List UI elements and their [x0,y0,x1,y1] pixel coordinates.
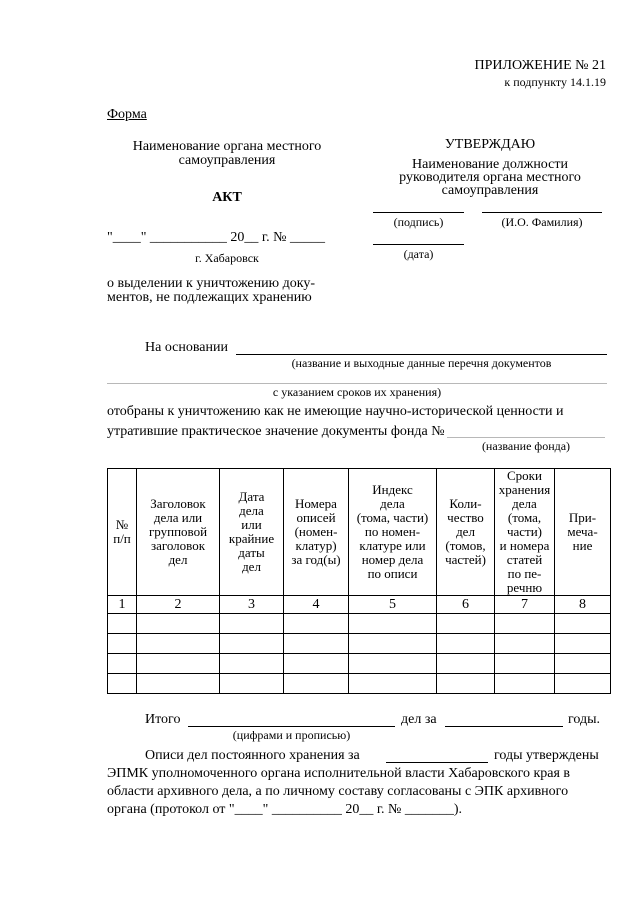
signature-hint: (подпись) [393,215,444,229]
table-cell [555,614,611,634]
table-cell [437,654,495,674]
header-case-title: Заголовок дела или групповой заголовок дел [137,469,220,596]
approval-date-hint: (дата) [403,247,434,261]
table-cell [495,634,555,654]
total-count-line [188,726,395,727]
act-title: АКТ [212,190,242,205]
total-years: годы. [568,712,601,727]
basis-lead: На основании [145,340,228,355]
act-city: г. Хабаровск [195,251,259,265]
column-number: 8 [555,596,611,614]
header-notes: При- меча- ние [555,469,611,596]
basis-line-2 [107,383,607,384]
table-header-row [108,469,611,596]
table-cell [437,634,495,654]
paragraph-line-4: органа (протокол от "____" __________ 20__ г. № _______). [107,802,463,817]
table-cell [349,674,437,694]
table-cell [284,654,349,674]
column-number: 4 [284,596,349,614]
table-cell [137,614,220,634]
table-cell [137,674,220,694]
table-cell [220,674,284,694]
table-cell [220,654,284,674]
paragraph-line-1a: Описи дел постоянного хранения за [145,748,360,763]
table-cell [284,614,349,634]
inventory-table [107,468,611,694]
table-cell [220,614,284,634]
table-row [108,654,611,674]
header-case-index: Индекс дела (тома, части) по номен- клатуре или номер дела по описи [349,469,437,596]
table-cell [437,614,495,634]
org-name: Наименование органа местного самоуправления [132,139,322,168]
header-retention-terms: Сроки хранения дела (тома, части) и номера статей по пе- речню [495,469,555,596]
header-inventory-numbers: Номера описей (номен- клатур) за год(ы) [284,469,349,596]
fund-hint: (название фонда) [481,439,571,453]
table-cell [555,654,611,674]
selection-line-1: отобраны к уничтожению как не имеющие научно-исторической ценности и [107,404,564,419]
table-cell [108,634,137,654]
table-cell [108,674,137,694]
paragraph-line-2: ЭПМК уполномоченного органа исполнительной власти Хабаровского края в [107,766,571,781]
signature-line [373,212,464,213]
table-cell [108,614,137,634]
table-cell [349,654,437,674]
table-cell [495,674,555,694]
appendix-subclause: к подпункту 14.1.19 [504,75,606,89]
table-row [108,614,611,634]
table-cell [437,674,495,694]
total-years-line [445,726,563,727]
header-number: № п/п [108,469,137,596]
basis-hint-2: с указанием сроков их хранения) [272,385,442,399]
basis-line [236,354,607,355]
table-row [108,634,611,654]
paragraph-line-1b: годы утверждены [494,748,599,763]
basis-hint-1: (название и выходные данные перечня документов [291,356,552,370]
act-date-line: "____" ___________ 20__ г. № _____ [107,230,325,245]
selection-line-2: утратившие практическое значение документы фонда № [107,424,445,439]
approver-name-line [482,212,602,213]
total-label: Итого [145,712,181,727]
column-number: 6 [437,596,495,614]
header-case-dates: Дата дела или крайние даты дел [220,469,284,596]
column-number-row [108,596,611,614]
table-cell [349,614,437,634]
paragraph-line-3: области архивного дела, а по личному составу согласованы с ЭПК архивного [107,784,569,799]
table-cell [284,634,349,654]
approve-heading: УТВЕРЖДАЮ [444,137,536,152]
approval-date-line [373,244,464,245]
table-cell [555,634,611,654]
total-cases-for: дел за [401,712,437,727]
approver-position: Наименование должности руководителя органа местного самоуправления [399,157,581,198]
total-hint: (цифрами и прописью) [232,728,351,742]
table-cell [137,654,220,674]
header-case-count: Коли- чество дел (томов, частей) [437,469,495,596]
table-cell [108,654,137,674]
form-label: Форма [107,107,147,122]
approver-name-hint: (И.О. Фамилия) [501,215,583,229]
appendix-title: ПРИЛОЖЕНИЕ № 21 [474,58,606,73]
table-cell [349,634,437,654]
paragraph-years-line [386,762,488,763]
column-number: 5 [349,596,437,614]
column-number: 1 [108,596,137,614]
table-cell [555,674,611,694]
table-cell [137,634,220,654]
column-number: 2 [137,596,220,614]
table-cell [220,634,284,654]
table-cell [495,654,555,674]
column-number: 7 [495,596,555,614]
table-cell [284,674,349,694]
column-number: 3 [220,596,284,614]
fund-line [447,437,605,438]
act-subject: о выделении к уничтожению доку- ментов, не подлежащих хранению [107,276,315,305]
table-row [108,674,611,694]
table-cell [495,614,555,634]
